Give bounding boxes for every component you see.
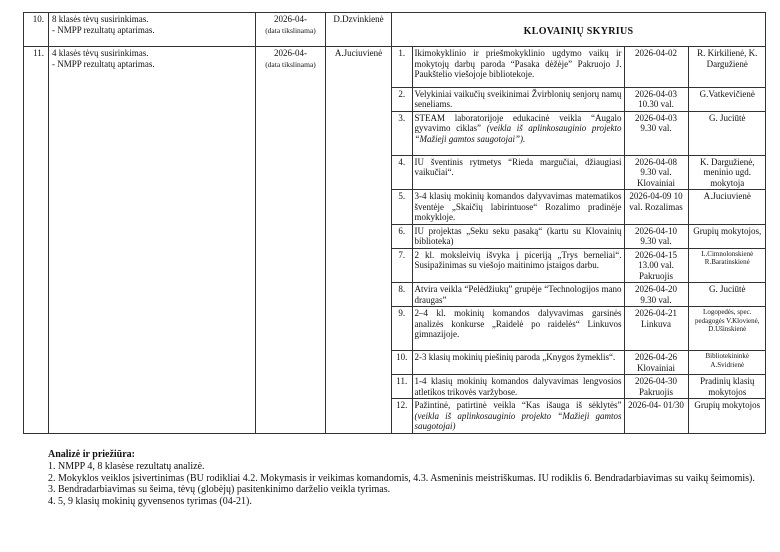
item-date: 2026-04-20 9.30 val.: [624, 283, 688, 307]
list-item: [392, 351, 766, 375]
row-number: 11.: [24, 47, 49, 434]
list-item: [392, 224, 766, 248]
item-description: Atvira veikla “Pelėdžiukų” grupėje “Technologijos mano draugas”: [412, 283, 624, 307]
item-date: 2026-04-30 Pakruojis: [624, 375, 688, 399]
item-description: Velykiniai vaikučių sveikinimai Žvirblonių senjorų namų seneliams.: [412, 87, 624, 111]
item-description: IU projektas „Seku seku pasaką“ (kartu su Klovainių biblioteka): [412, 224, 624, 248]
item-number: 12.: [392, 399, 412, 433]
item-number: 2.: [392, 87, 412, 111]
description-line: - NMPP rezultatų aptarimas.: [52, 25, 155, 35]
item-responsible: A.Juciuvienė: [688, 190, 766, 225]
list-item: [392, 399, 766, 433]
date-value: 2026-04-: [274, 48, 307, 58]
analysis-notes: [48, 449, 763, 508]
item-description-note: (veikla iš aplinkosauginio projekto “Mažieji gamtos saugotojai”).: [414, 123, 622, 144]
item-number: 9.: [392, 307, 412, 351]
row-date: [256, 47, 326, 434]
item-responsible: Logopedės, spec. pedagogės V.Klovienė, D.Ušinskienė: [688, 307, 766, 351]
klovainiu-table: [392, 47, 766, 433]
row-description: [49, 13, 256, 47]
date-value: 2026-04-: [274, 14, 307, 24]
list-item: [392, 87, 766, 111]
row-number: 10.: [24, 13, 49, 47]
item-responsible: K. Dargužienė, meninio ugd. mokytoja: [688, 155, 766, 190]
item-description: 2-3 klasių mokinių piešinių paroda „Knygos žymeklis“.: [412, 351, 624, 375]
item-number: 11.: [392, 375, 412, 399]
notes-line: 3. Bendradarbiavimas su šeima, tėvų (globėjų) pasitenkinimo darželio veikla tyrimas.: [48, 484, 391, 496]
notes-line: 2. Mokyklos veiklos įsivertinimas (BU rodikliai 4.2. Mokymasis ir veikimas komandomis, 4.3. Asmeninis meistriškumas. IU rodiklis 6. Bendradarbiavimas su vaikų šeimomis).: [48, 472, 755, 484]
item-description: [412, 111, 624, 155]
item-description: Ikimokyklinio ir priešmokyklinio ugdymo vaikų ir mokytojų darbų paroda “Pasaka dėžėje” Pakruojo J. Paukštelio viešojoje bibliotekoje.: [412, 47, 624, 87]
item-description: IU šventinis rytmetys “Rieda margučiai, džiaugiasi vaikučiai“.: [412, 155, 624, 190]
item-responsible: Grupių mokytojos,: [688, 224, 766, 248]
table-row: [24, 13, 766, 47]
item-description-note: (veikla iš aplinkosauginio projekto “Mažieji gamtos saugotojai): [414, 410, 622, 431]
item-date: 2026-04- 01/30: [624, 399, 688, 433]
row-description: [49, 47, 256, 434]
item-number: 4.: [392, 155, 412, 190]
table-row: [24, 47, 766, 434]
section-heading-cell: [392, 13, 766, 47]
description-line: 8 klasės tėvų susirinkimas.: [52, 14, 149, 24]
klovainiu-section: [392, 47, 766, 434]
item-date: 2026-04-03 9.30 val.: [624, 111, 688, 155]
list-item: [392, 190, 766, 225]
notes-heading: Analizė ir priežiūra:: [48, 449, 136, 460]
item-responsible: G. Juciūtė: [688, 111, 766, 155]
item-number: 5.: [392, 190, 412, 225]
list-item: [392, 283, 766, 307]
item-date: 2026-04-03 10.30 val.: [624, 87, 688, 111]
list-item: [392, 248, 766, 283]
date-note: (data tikslinama): [265, 26, 316, 35]
row-date: [256, 13, 326, 47]
item-description: 2–4 kl. mokinių komandos dalyvavimas garsinės analizės konkurse „Raidelė po raidelės“ Linkuvos gimnazijoje.: [412, 307, 624, 351]
item-number: 1.: [392, 47, 412, 87]
row-responsible: D.Dzvinkienė: [326, 13, 392, 47]
list-item: [392, 307, 766, 351]
section-title: KLOVAINIŲ SKYRIUS: [523, 25, 634, 37]
item-description: [412, 399, 624, 433]
item-responsible: Grupių mokytojos: [688, 399, 766, 433]
item-date: 2026-04-21 Linkuva: [624, 307, 688, 351]
list-item: [392, 47, 766, 87]
item-number: 3.: [392, 111, 412, 155]
item-responsible: R. Kirkilienė, K. Dargužienė: [688, 47, 766, 87]
plan-table: [23, 12, 766, 434]
description-line: - NMPP rezultatų aptarimas.: [52, 59, 155, 69]
item-date: 2026-04-10 9.30 val.: [624, 224, 688, 248]
row-responsible: A.Juciuvienė: [326, 47, 392, 434]
item-responsible: G.Vatkevičienė: [688, 87, 766, 111]
description-line: 4 klasės tėvų susirinkimas.: [52, 48, 149, 58]
list-item: [392, 375, 766, 399]
item-description: 1-4 klasių mokinių komandos dalyvavimas lengvosios atletikos trikovės varžybose.: [412, 375, 624, 399]
item-number: 10.: [392, 351, 412, 375]
item-description: 2 kl. moksleivių išvyka į piceriją „Trys berneliai“. Susipažinimas su viešojo maitinimo įstaigos darbu.: [412, 248, 624, 283]
notes-line: 1. NMPP 4, 8 klasėse rezultatų analizė.: [48, 460, 205, 472]
item-responsible: Bibliotekininkė A.Svidrienė: [688, 351, 766, 375]
item-responsible: L.Cimnolonskienė R.Baratinskienė: [688, 248, 766, 283]
item-date: 2026-04-09 10 val. Rozalimas: [624, 190, 688, 225]
item-date: 2026-04-15 13.00 val. Pakruojis: [624, 248, 688, 283]
item-number: 7.: [392, 248, 412, 283]
item-number: 6.: [392, 224, 412, 248]
item-date: 2026-04-02: [624, 47, 688, 87]
item-responsible: G. Juciūtė: [688, 283, 766, 307]
item-description-text: Pažintinė, patirtinė veikla “Kas išauga iš sėklytės”: [414, 400, 622, 410]
list-item: [392, 155, 766, 190]
item-responsible: Pradinių klasių mokytojos: [688, 375, 766, 399]
date-note: (data tikslinama): [265, 60, 316, 69]
item-number: 8.: [392, 283, 412, 307]
item-description-text: STEAM laboratorijoje edukacinė veikla “Augalo gyvavimo ciklas”: [414, 112, 622, 133]
item-description: 3-4 klasių mokinių komandos dalyvavimas matematikos šventėje „Skaičių labirintuose“ Rozalimo pradinėje mokykloje.: [412, 190, 624, 225]
item-date: 2026-04-08 9.30 val. Klovainiai: [624, 155, 688, 190]
list-item: [392, 111, 766, 155]
item-date: 2026-04-26 Klovainiai: [624, 351, 688, 375]
notes-line: 4. 5, 9 klasių mokinių gyvensenos tyrimas (04-21).: [48, 496, 252, 508]
